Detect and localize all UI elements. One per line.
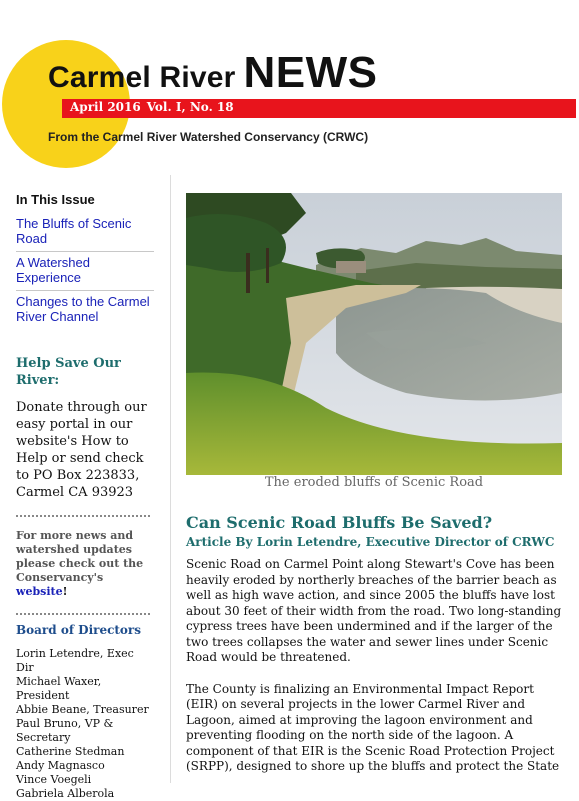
board-list [16, 647, 154, 801]
issue-info [70, 100, 234, 114]
article-title: Can Scenic Road Bluffs Be Saved? [186, 513, 493, 532]
main-article [186, 513, 564, 775]
board-member: Andy Magnasco [16, 759, 105, 772]
issue-date: April 2016 [70, 100, 141, 114]
board-member: Catherine Stedman [16, 745, 125, 758]
title-carmel-river: Carmel River [48, 61, 236, 94]
board-member: Paul Bruno, VP & Secretary [16, 717, 114, 744]
help-heading: Help Save Our River: [16, 356, 121, 388]
article-paragraph: Scenic Road on Carmel Point along Stewart's Cove has been heavily eroded by northerly breaches of the barrier beach as well as high wave action, and since 2005 the bluffs have lost about 30 feet of their width from the road. Two long-standing cypress trees have been undermined and if the larger of the two trees collapses the water and sewer lines under Scenic Road would be threatened. [186, 557, 562, 664]
more-news-end: ! [62, 585, 68, 598]
more-news-copy: For more news and watershed updates please check out the Conservancy's [16, 529, 144, 584]
board-member: Gabriela Alberola [16, 787, 115, 800]
title-news: NEWS [243, 48, 378, 97]
toc-link-river-channel[interactable]: Changes to the Carmel River Channel [16, 294, 150, 324]
newsletter-title [48, 48, 378, 98]
toc-link-watershed-experience[interactable]: A Watershed Experience [16, 252, 154, 291]
more-news-text [16, 529, 154, 599]
article-byline: Article By Lorin Letendre, Executive Director of CRWC [186, 535, 555, 549]
sidebar [16, 192, 154, 801]
board-heading: Board of Directors [16, 623, 142, 637]
website-link[interactable]: website [16, 585, 63, 598]
masthead-header [0, 0, 579, 170]
help-text: Donate through our easy portal in our website's How to Help or send check to PO Box 223833, Carmel CA 93923 [16, 400, 147, 500]
article-paragraph: The County is finalizing an Environmental Impact Report (EIR) on several projects in the lower Carmel River and Lagoon, aimed at improving the lagoon environment and preventing flooding on the north side of the lagoon. A component of that EIR is the Scenic Road Protection Project (SRPP), designed to shore up the bluffs and protect the State [186, 681, 560, 773]
photo-caption: The eroded bluffs of Scenic Road [264, 475, 484, 490]
divider [16, 613, 150, 615]
board-member: Lorin Letendre, Exec Dir [16, 647, 134, 674]
board-member: Vince Voegeli [16, 773, 92, 786]
column-divider [170, 175, 171, 783]
board-member: Abbie Beane, Treasurer [16, 703, 149, 716]
divider [16, 515, 150, 517]
bluffs-photo [186, 193, 562, 475]
issue-volume: Vol. I, No. 18 [146, 100, 234, 114]
board-member: Michael Waxer, President [16, 675, 102, 702]
toc-link-bluffs[interactable]: The Bluffs of Scenic Road [16, 213, 154, 252]
in-this-issue-heading: In This Issue [16, 192, 95, 207]
tagline: From the Carmel River Watershed Conservancy (CRWC) [48, 130, 369, 144]
